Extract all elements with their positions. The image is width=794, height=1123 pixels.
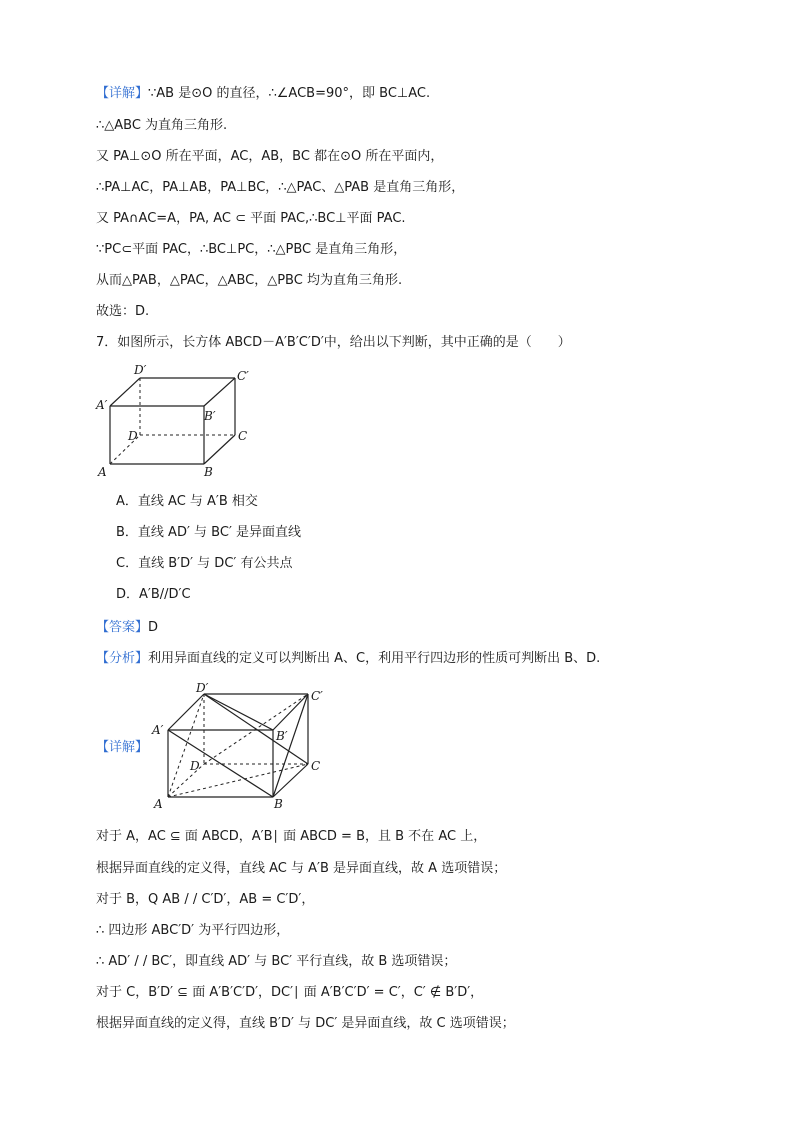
vertex-label: A (154, 797, 163, 811)
vertex-label: C′ (237, 369, 249, 383)
vertex-label: C (311, 759, 321, 773)
analysis-tag: 【分析】 (96, 651, 149, 666)
text-line: 根据异面直线的定义得，直线 AC 与 A′B 是异面直线，故 A 选项错误； (96, 861, 507, 876)
answer-line (96, 619, 158, 637)
vertex-label: A′ (96, 398, 108, 412)
vertex-label: B′ (204, 409, 216, 423)
vertex-label: D′ (134, 363, 147, 377)
vertex-label: D (128, 429, 138, 443)
question-stem: 7．如图所示，长方体 ABCD－A′B′C′D′中，给出以下判断，其中正确的是（ ） (96, 335, 571, 350)
vertex-label: B′ (276, 729, 288, 743)
text-line: 根据异面直线的定义得，直线 B′D′ 与 DC′ 是异面直线，故 C 选项错误； (96, 1016, 515, 1031)
analysis-line: 【分析】利用异面直线的定义可以判断出 A、C，利用平行四边形的性质可判断出 B、D. (96, 651, 601, 666)
detail-tag: 【详解】 (96, 740, 149, 755)
vertex-label: C (238, 429, 248, 443)
text-line: 又 PA⊥⊙O 所在平面，AC，AB，BC 都在⊙O 所在平面内， (96, 149, 444, 164)
option-b: B．直线 AD′ 与 BC′ 是异面直线 (116, 525, 302, 540)
option-d: D．A′B//D′C (116, 587, 191, 602)
option-a: A．直线 AC 与 A′B 相交 (116, 494, 258, 509)
text-line: ∴△ABC 为直角三角形. (96, 118, 228, 133)
text-line: 【详解】∵AB 是⊙O 的直径，∴∠ACB=90°，即 BC⊥AC. (96, 86, 431, 101)
section-tag: 【详解】 (96, 86, 149, 101)
text-line: 又 PA∩AC=A，PA, AC ⊂ 平面 PAC,∴BC⊥平面 PAC. (96, 211, 406, 226)
vertex-label: D (190, 759, 200, 773)
vertex-label: A (98, 465, 107, 479)
vertex-label: C′ (311, 689, 323, 703)
vertex-label: D′ (196, 682, 209, 695)
text-line: 故选：D. (96, 304, 150, 319)
text-line: 从而△PAB，△PAC，△ABC，△PBC 均为直角三角形. (96, 273, 403, 288)
answer-value: D (148, 620, 159, 635)
vertex-label: B (204, 465, 213, 479)
text-line: ∴ 四边形 ABC′D′ 为平行四边形， (96, 923, 290, 938)
cuboid-figure (92, 362, 262, 482)
vertex-label: B (274, 797, 283, 811)
text-line: ∵PC⊂平面 PAC，∴BC⊥PC，∴△PBC 是直角三角形， (96, 242, 407, 257)
cuboid-diagonals-figure (146, 682, 336, 812)
text-line: 对于 C，B′D′ ⊆ 面 A′B′C′D′，DC′∣ 面 A′B′C′D′ = C′，C′ ∉ B′D′， (96, 985, 484, 1000)
option-c: C．直线 B′D′ 与 DC′ 有公共点 (116, 556, 293, 571)
text-line: ∴ AD′ / / BC′，即直线 AD′ 与 BC′ 平行直线，故 B 选项错误； (96, 954, 457, 969)
text-line: 对于 B，Q AB / / C′D′，AB = C′D′， (96, 892, 315, 907)
text-line: ∴PA⊥AC，PA⊥AB，PA⊥BC，∴△PAC、△PAB 是直角三角形， (96, 180, 465, 195)
text-line: 对于 A，AC ⊆ 面 ABCD，A′B∣ 面 ABCD = B，且 B 不在 AC 上， (96, 829, 487, 844)
answer-tag: 【答案】 (96, 620, 149, 635)
vertex-label: A′ (152, 723, 164, 737)
